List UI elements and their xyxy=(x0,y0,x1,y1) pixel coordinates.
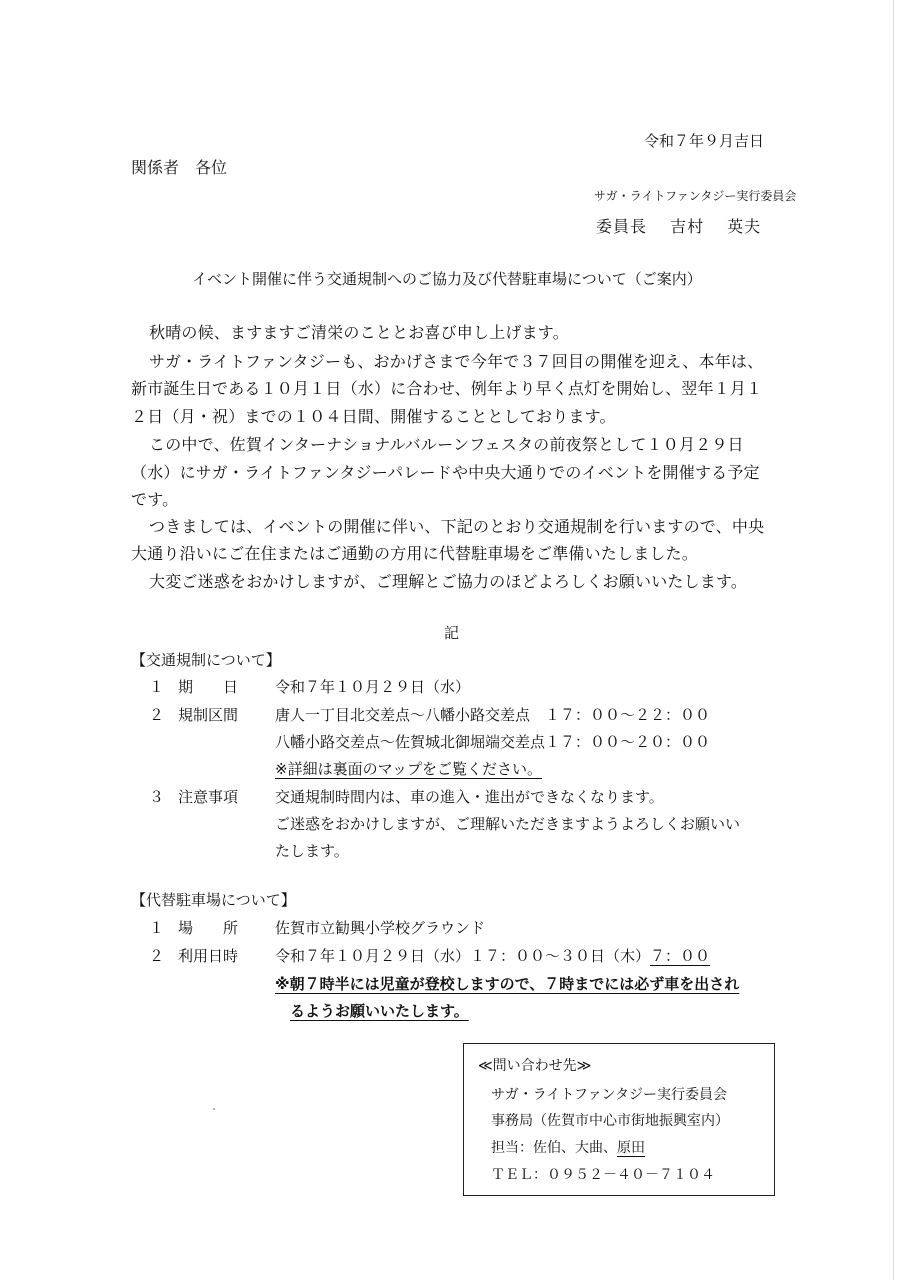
contact-heading: ≪問い合わせ先≫ xyxy=(478,1058,592,1074)
body-line-2: サガ・ライトファンタジーも、おかげさまで今年で３７回目の開催を迎え、本年は、 xyxy=(149,352,764,371)
body-line-10: 大変ご迷惑をおかけしますが、ご理解とご協力のほどよろしくお願いいたします。 xyxy=(149,572,748,591)
contact-telephone: ＴＥＬ：０９５２－４０－７１０４ xyxy=(491,1167,715,1183)
scan-edge-line xyxy=(893,0,894,1280)
document-title: イベント開催に伴う交通規制へのご協力及び代替駐車場について（ご案内） xyxy=(192,270,702,288)
document-date: 令和７年９月吉日 xyxy=(644,132,765,150)
traffic-item-2-number: ２ xyxy=(149,706,165,724)
scan-speck xyxy=(213,1108,215,1110)
contact-office: 事務局（佐賀市中心市街地振興室内） xyxy=(491,1113,729,1129)
traffic-date: 令和７年１０月２９日（水） xyxy=(275,678,471,696)
contact-person-names: 担当：佐伯、大曲、 xyxy=(491,1140,617,1156)
traffic-item-2-label: 規制区間 xyxy=(178,706,239,724)
regulated-section-1: 唐人一丁目北交差点～八幡小路交差点 １７：００～２２：００ xyxy=(275,706,711,724)
contact-person xyxy=(491,1137,645,1157)
caution-line-2: ご迷惑をおかけしますが、ご理解いただきますようよろしくお願いい xyxy=(275,815,741,833)
caution-line-1: 交通規制時間内は、車の進入・進出ができなくなります。 xyxy=(275,788,664,806)
contact-organization: サガ・ライトファンタジー実行委員会 xyxy=(491,1087,728,1103)
body-line-6: （水）にサガ・ライトファンタジーパレードや中央大通りでのイベントを開催する予定 xyxy=(131,463,760,482)
addressee: 関係者 各位 xyxy=(131,158,228,177)
parking-warning-line-2: るようお願いいたします。 xyxy=(290,1002,469,1020)
traffic-item-1-number: １ xyxy=(149,678,165,696)
parking-heading: 【代替駐車場について】 xyxy=(131,891,296,909)
regulated-section-2: 八幡小路交差点～佐賀城北御堀端交差点１７：００～２０：００ xyxy=(275,733,711,751)
ki-marker: 記 xyxy=(444,624,460,642)
body-line-4: ２日（月・祝）までの１０４日間、開催することとしております。 xyxy=(131,407,616,426)
sender-name: 委員長 吉村 英夫 xyxy=(596,217,762,236)
caution-line-3: たします。 xyxy=(275,842,349,860)
map-reference-note: ※詳細は裏面のマップをご覧ください。 xyxy=(275,760,542,778)
parking-warning-line-1: ※朝７時半には児童が登校しますので、７時までには必ず車を出され xyxy=(275,975,740,993)
contact-person-underlined: 原田 xyxy=(617,1140,645,1156)
parking-item-1-number: １ xyxy=(149,919,165,937)
parking-datetime xyxy=(275,945,710,966)
body-line-3: 新市誕生日である１０月１日（水）に合わせ、例年より早く点灯を開始し、翌年１月１ xyxy=(131,379,763,398)
body-line-8: つきましては、イベントの開催に伴い、下記のとおり交通規制を行いますので、中央 xyxy=(149,517,765,536)
parking-item-1-label: 場 所 xyxy=(178,919,239,937)
body-line-5: この中で、佐賀インターナショナルバルーンフェスタの前夜祭として１０月２９日 xyxy=(149,435,744,454)
parking-item-2-label: 利用日時 xyxy=(178,947,239,965)
body-line-7: です。 xyxy=(131,490,179,509)
parking-end-time: ７：００ xyxy=(650,947,711,965)
traffic-item-1-label: 期 日 xyxy=(178,678,239,696)
traffic-item-3-label: 注意事項 xyxy=(178,788,239,806)
parking-datetime-range: 令和７年１０月２９日（水）１７：００～３０日（木） xyxy=(275,947,651,965)
body-line-1: 秋晴の候、ますますご清栄のこととお喜び申し上げます。 xyxy=(149,323,569,342)
parking-location: 佐賀市立勧興小学校グラウンド xyxy=(275,919,486,937)
traffic-heading: 【交通規制について】 xyxy=(131,651,281,669)
sender-organization: サガ・ライトファンタジー実行委員会 xyxy=(594,189,797,203)
parking-item-2-number: ２ xyxy=(149,947,165,965)
traffic-item-3-number: ３ xyxy=(149,788,165,806)
body-line-9: 大通り沿いにご在住またはご通勤の方用に代替駐車場をご準備いたしました。 xyxy=(131,544,699,563)
